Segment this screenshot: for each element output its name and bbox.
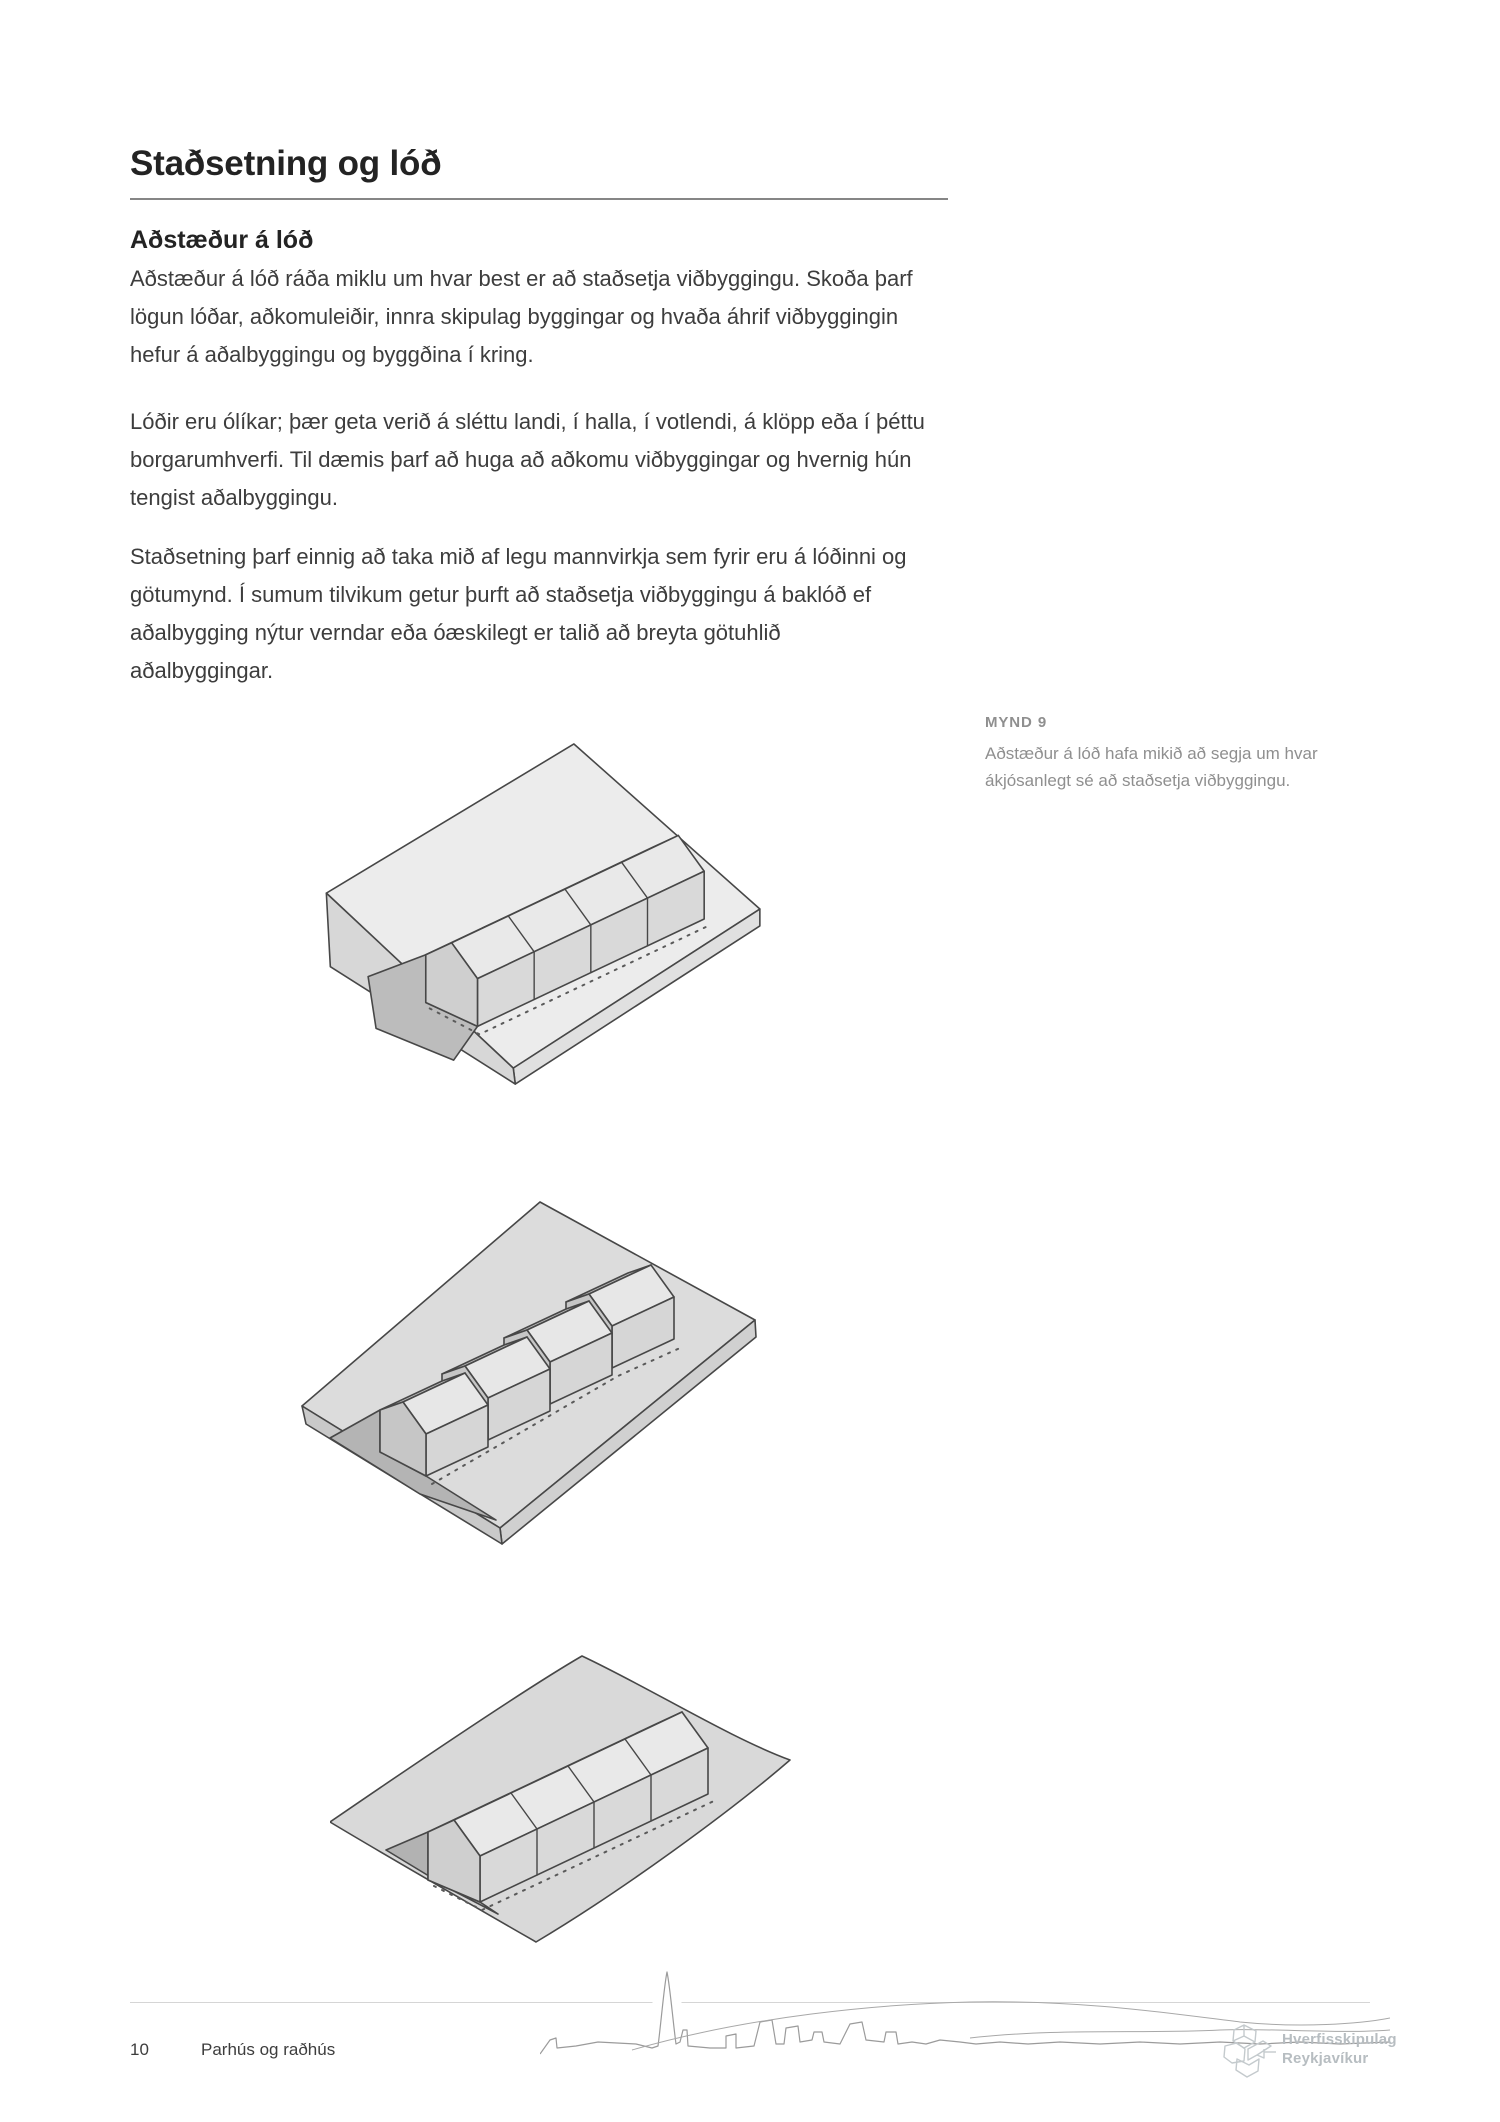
- figure-caption-block: [985, 714, 1320, 794]
- illustration-row-house-cross-slope: [322, 740, 800, 1088]
- page-title: Staðsetning og lóð: [130, 144, 442, 183]
- illustration-stepped-row-house-slope: [300, 1198, 800, 1548]
- page-number: 10: [130, 2040, 149, 2059]
- logo-text-line2: Reykjavíkur: [1282, 2050, 1369, 2067]
- logo-text-line1: Hverfisskipulag: [1282, 2031, 1397, 2048]
- footer-publication-title: Parhús og raðhús: [201, 2040, 336, 2059]
- logo-text: [1282, 2030, 1397, 2068]
- reykjavik-houses-logo-icon: [1220, 2022, 1278, 2078]
- body-paragraph: Staðsetning þarf einnig að taka mið af legu mannvirkja sem fyrir eru á lóðinni og götumynd. Í sumum tilvikum getur þurft að staðsetja viðbyggingu á baklóð ef aðalbygging nýtur verndar eða óæskilegt er talið að breyta götuhlið aðalbyggingar.: [130, 544, 907, 683]
- title-rule: [130, 198, 948, 200]
- figure-caption: Aðstæður á lóð hafa mikið að segja um hvar ákjósanlegt sé að staðsetja viðbyggingu.: [985, 744, 1318, 790]
- figure-label: MYND 9: [985, 714, 1048, 731]
- body-paragraph: Lóðir eru ólíkar; þær geta verið á sléttu landi, í halla, í votlendi, á klöpp eða í þéttu borgarumhverfi. Til dæmis þarf að huga að aðkomu viðbyggingar og hvernig hún tengist aðalbyggingu.: [130, 409, 925, 510]
- section-heading: Aðstæður á lóð: [130, 226, 314, 254]
- body-paragraph: Aðstæður á lóð ráða miklu um hvar best er að staðsetja viðbyggingu. Skoða þarf lögun lóðar, aðkomuleiðir, innra skipulag byggingar og hvaða áhrif viðbyggingin hefur á aðalbyggingu og byggðina í kring.: [130, 266, 913, 367]
- illustration-row-house-flat-ground: [330, 1652, 800, 1952]
